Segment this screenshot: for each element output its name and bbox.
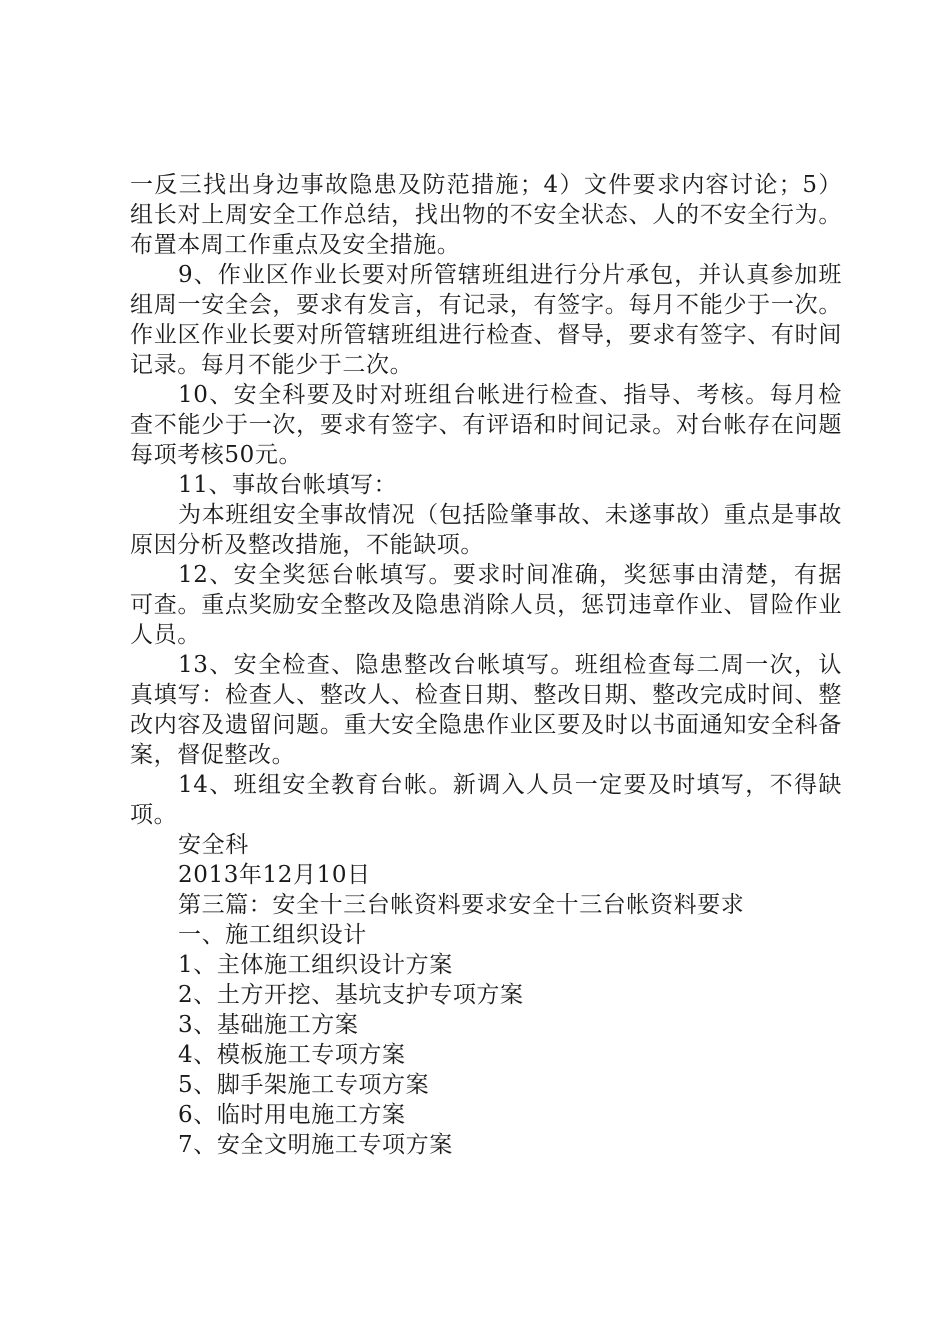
list-item: 6、临时用电施工方案: [178, 1102, 406, 1128]
subsection-heading: 一、施工组织设计: [178, 922, 367, 948]
paragraph-item-9: 9、作业区作业长要对所管辖班组进行分片承包，并认真参加班组周一安全会，要求有发言，有记录，有签字。每月不能少于一次。作业区作业长要对所管辖班组进行检查、督导，要求有签字、有时间记录。每月不能少于二次。: [130, 262, 842, 378]
signature-date: 2013年12月10日: [178, 862, 371, 888]
list-item: 7、安全文明施工专项方案: [178, 1132, 453, 1158]
list-item: 5、脚手架施工专项方案: [178, 1072, 430, 1098]
signature-department: 安全科: [178, 832, 249, 858]
section-heading: 第三篇：安全十三台帐资料要求安全十三台帐资料要求: [178, 892, 745, 918]
paragraph-item-11: 11、事故台帐填写：: [178, 472, 398, 498]
list-item: 4、模板施工专项方案: [178, 1042, 406, 1068]
paragraph-item-13: 13、安全检查、隐患整改台帐填写。班组检查每二周一次，认真填写：检查人、整改人、检查日期、整改日期、整改完成时间、整改内容及遗留问题。重大安全隐患作业区要及时以书面通知安全科备案，督促整改。: [130, 652, 842, 768]
document-body: [130, 170, 842, 1160]
list-item: 3、基础施工方案: [178, 1012, 359, 1038]
paragraph-item-12: 12、安全奖惩台帐填写。要求时间准确，奖惩事由清楚，有据可查。重点奖励安全整改及隐患消除人员，惩罚违章作业、冒险作业人员。: [130, 562, 842, 648]
list-item: 1、主体施工组织设计方案: [178, 952, 453, 978]
paragraph-item-10: 10、安全科要及时对班组台帐进行检查、指导、考核。每月检查不能少于一次，要求有签字、有评语和时间记录。对台帐存在问题每项考核50元。: [130, 382, 842, 468]
list-item: 2、土方开挖、基坑支护专项方案: [178, 982, 524, 1008]
paragraph-item-14: 14、班组安全教育台帐。新调入人员一定要及时填写，不得缺项。: [130, 772, 842, 828]
paragraph-accident-ledger: 为本班组安全事故情况（包括险肇事故、未遂事故）重点是事故原因分析及整改措施，不能缺项。: [130, 502, 842, 558]
paragraph-continuation: 一反三找出身边事故隐患及防范措施；4）文件要求内容讨论；5）组长对上周安全工作总结，找出物的不安全状态、人的不安全行为。布置本周工作重点及安全措施。: [130, 172, 842, 258]
